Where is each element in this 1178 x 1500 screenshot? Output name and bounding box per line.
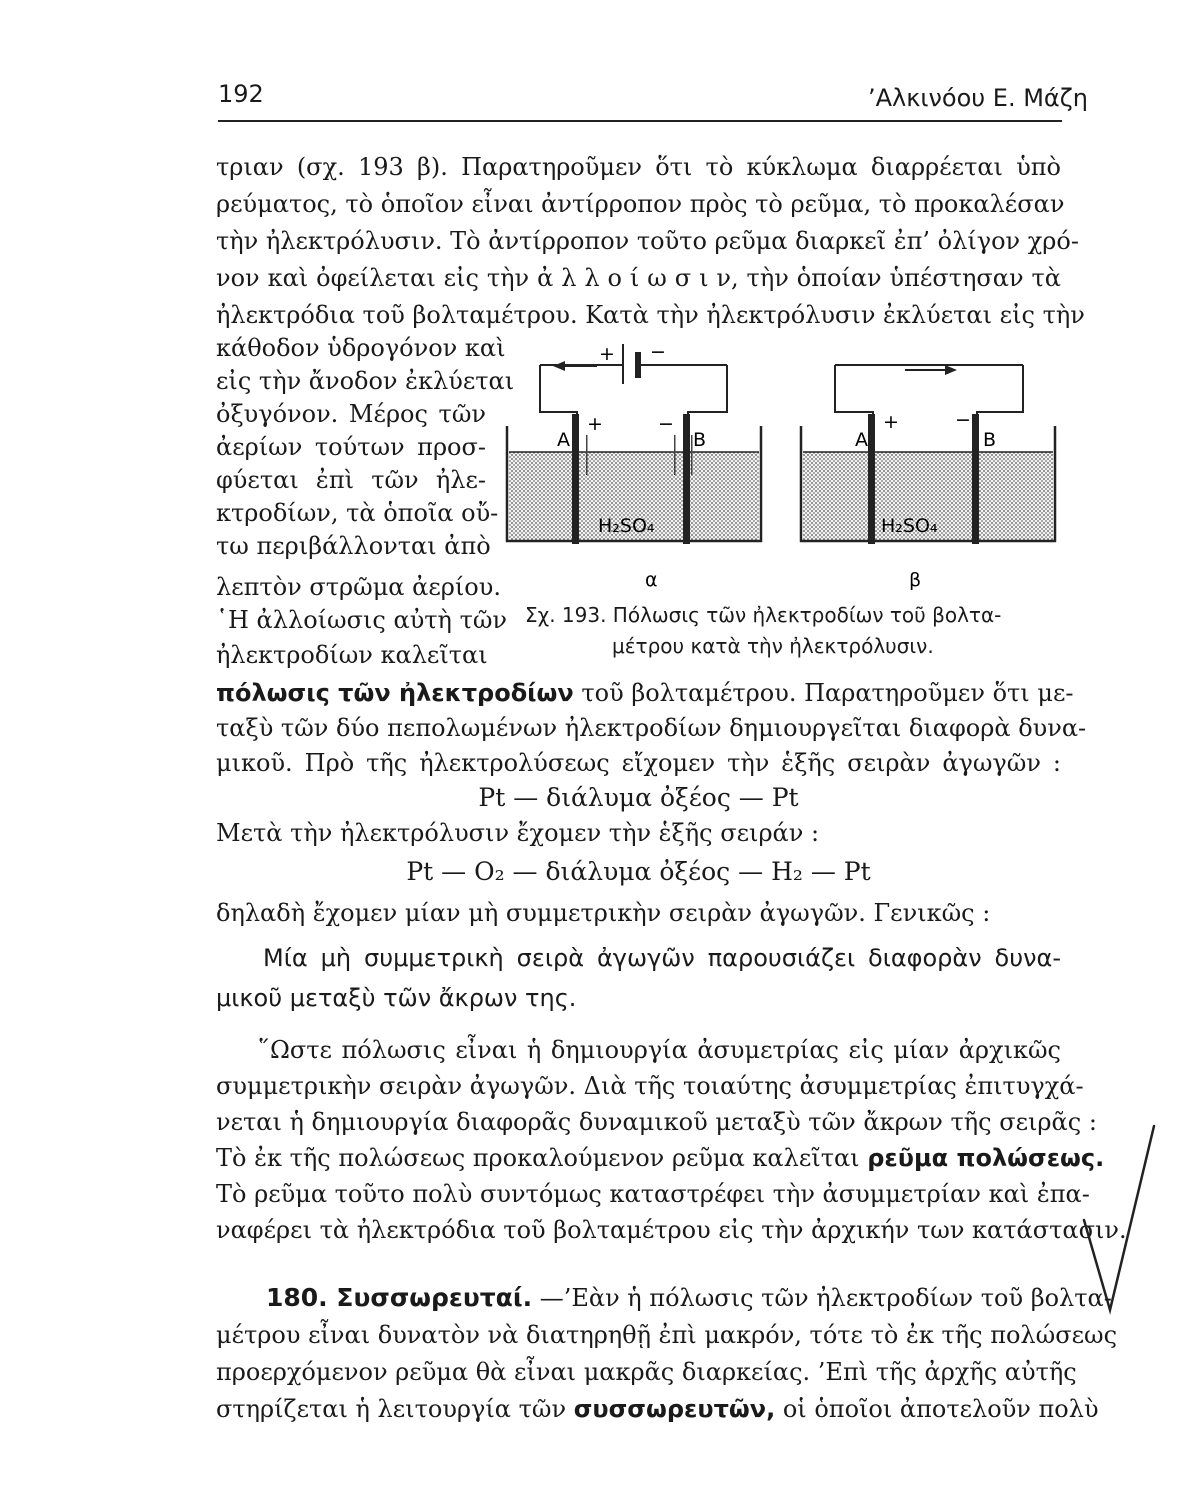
electrode-a — [868, 414, 875, 544]
text-line: τριαν (σχ. 193 β). Παρατηροῦμεν ὅτι τὸ κύκλωμα διαρρέεται ὑπὸ — [216, 153, 1061, 181]
text-span: στηρίζεται ἡ λειτουργία τῶν — [216, 1395, 567, 1423]
figure-caption: Σχ. 193. Πόλωσις τῶν ἠλεκτροδίων τοῦ βολτα- — [525, 603, 1002, 627]
text-line — [216, 1394, 1099, 1424]
text-line: ταξὺ τῶν δύο πεπολωμένων ἠλεκτροδίων δημιουργεῖται διαφορὰ δυνα- — [216, 714, 1087, 742]
text-span: —’Εὰν ἡ πόλωσις τῶν ἠλεκτροδίων τοῦ βολτα- — [539, 1284, 1112, 1312]
text-line: νον καὶ ὀφείλεται εἰς τὴν ἀ λ λ ο ί ω σ ι ν, τὴν ὁποίαν ὑπέστησαν τὰ — [216, 264, 1061, 292]
text-line: μέτρου εἶναι δυνατὸν νὰ διατηρηθῇ ἐπὶ μακρόν, τότε τὸ ἐκ τῆς πολώσεως — [216, 1321, 1118, 1349]
text-line: ρεύματος, τὸ ὁποῖον εἶναι ἀντίρροπον πρὸς τὸ ρεῦμα, τὸ προκαλέσαν — [216, 190, 1065, 218]
formula: Pt — διάλυμα ὀξέος — Pt — [478, 783, 799, 812]
plus-label: + — [587, 413, 603, 435]
plus-label: + — [883, 411, 899, 433]
text-line: δηλαδὴ ἔχομεν μίαν μὴ συμμετρικὴν σειρὰν ἀγωγῶν. Γενικῶς : — [216, 899, 991, 927]
rule-statement-line: μικοῦ μεταξὺ τῶν ἄκρων της. — [216, 984, 577, 1012]
side-text-line: ὀξυγόνον. Μέρος τῶν — [216, 400, 486, 428]
solution-label: H₂SO₄ — [598, 515, 655, 537]
side-text-line: ῾Η ἀλλοίωσις αὐτὴ τῶν — [216, 606, 507, 634]
formula: Pt — O₂ — διάλυμα ὀξέος — H₂ — Pt — [406, 857, 871, 886]
figure-caption: μέτρου κατὰ τὴν ἠλεκτρόλυσιν. — [612, 634, 934, 658]
bold-term: πόλωσις τῶν ἠλεκτροδίων — [216, 679, 574, 707]
text-line — [266, 1283, 1112, 1313]
solution-label: H₂SO₄ — [881, 515, 938, 537]
bold-term: συσσωρευτῶν, — [573, 1395, 776, 1423]
text-line: μικοῦ. Πρὸ τῆς ἠλεκτρολύσεως εἴχομεν τὴν ἑξῆς σειρὰν ἀγωγῶν : — [216, 749, 1061, 777]
text-line: Μετὰ τὴν ἠλεκτρόλυσιν ἔχομεν τὴν ἑξῆς σειράν : — [216, 819, 820, 847]
battery-plus-label: + — [599, 343, 615, 365]
electrode-a-label: A — [855, 429, 868, 451]
text-span: τοῦ βολταμέτρου. Παρατηροῦμεν ὅτι με- — [581, 679, 1074, 707]
page-number: 192 — [218, 80, 264, 108]
figure-alpha — [507, 344, 761, 544]
text-line — [216, 1143, 1105, 1173]
side-text-line: τω περιβάλλονται ἀπὸ — [216, 532, 491, 560]
battery-negative-plate — [635, 352, 641, 378]
text-line: συμμετρικὴν σειρὰν ἀγωγῶν. Διὰ τῆς τοιαύτης ἀσυμμετρίας ἐπιτυγχά- — [216, 1072, 1084, 1100]
running-header-author: ’Αλκινόου Ε. Μάζη — [868, 84, 1089, 112]
minus-label: − — [955, 409, 971, 431]
text-line: Τὸ ρεῦμα τοῦτο πολὺ συντόμως καταστρέφει τὴν ἀσυμμετρίαν καὶ ἐπα- — [216, 1180, 1090, 1208]
electrode-b — [683, 414, 690, 544]
section-heading: 180. Συσσωρευταί. — [266, 1283, 533, 1312]
side-text-line: ἠλεκτροδίων καλεῖται — [216, 641, 488, 669]
text-line: προερχόμενον ρεῦμα θὰ εἶναι μακρᾶς διαρκείας. ’Επὶ τῆς ἀρχῆς αὐτῆς — [216, 1358, 1077, 1386]
battery-minus-label: − — [650, 341, 666, 363]
minus-label: − — [658, 413, 674, 435]
electrode-b-label: B — [983, 429, 997, 451]
electrode-a — [572, 414, 579, 544]
subfigure-alpha-label: α — [645, 569, 658, 591]
text-span: οἱ ὁποῖοι ἀποτελοῦν πολὺ — [782, 1395, 1099, 1423]
text-line: ναφέρει τὰ ἠλεκτρόδια τοῦ βολταμέτρου εἰς τὴν ἀρχικήν των κατάστασιν. — [216, 1216, 1127, 1244]
electrode-b — [972, 414, 979, 544]
side-text-line: λεπτὸν στρῶμα ἀερίου. — [216, 573, 501, 601]
side-text-line: κτροδίων, τὰ ὁποῖα οὔ- — [216, 499, 499, 527]
voltameter-figure — [495, 330, 1070, 600]
electrode-a-label: A — [557, 429, 570, 451]
rule-statement-line: Μία μὴ συμμετρικὴ σειρὰ ἀγωγῶν παρουσιάζει διαφορὰν δυνα- — [263, 944, 1061, 972]
text-line — [216, 678, 1074, 708]
text-line: ἠλεκτρόδια τοῦ βολταμέτρου. Κατὰ τὴν ἠλεκτρόλυσιν ἐκλύεται εἰς τὴν — [216, 301, 1085, 329]
text-line: ῞Ωστε πόλωσις εἶναι ἡ δημιουργία ἀσυμετρίας εἰς μίαν ἀρχικῶς — [258, 1036, 1061, 1064]
side-text-line: φύεται ἐπὶ τῶν ἠλε- — [216, 466, 486, 494]
side-text-line: κάθοδον ὑδρογόνον καὶ — [216, 334, 506, 362]
text-line: τὴν ἠλεκτρόλυσιν. Τὸ ἀντίρροπον τοῦτο ρεῦμα διαρκεῖ ἐπ’ ὀλίγον χρό- — [216, 227, 1079, 255]
text-span: Τὸ ἐκ τῆς πολώσεως προκαλούμενον ρεῦμα καλεῖται — [216, 1144, 860, 1172]
electrode-b-label: B — [693, 429, 707, 451]
side-text-line: εἰς τὴν ἄνοδον ἐκλύεται — [216, 367, 515, 395]
header-rule — [218, 120, 1062, 122]
subfigure-beta-label: β — [909, 569, 922, 591]
bold-term: ρεῦμα πολώσεως. — [867, 1144, 1105, 1172]
side-text-line: ἀερίων τούτων προσ- — [216, 433, 486, 461]
text-line: νεται ἡ δημιουργία διαφορᾶς δυναμικοῦ μεταξὺ τῶν ἄκρων τῆς σειρᾶς : — [216, 1108, 1097, 1136]
